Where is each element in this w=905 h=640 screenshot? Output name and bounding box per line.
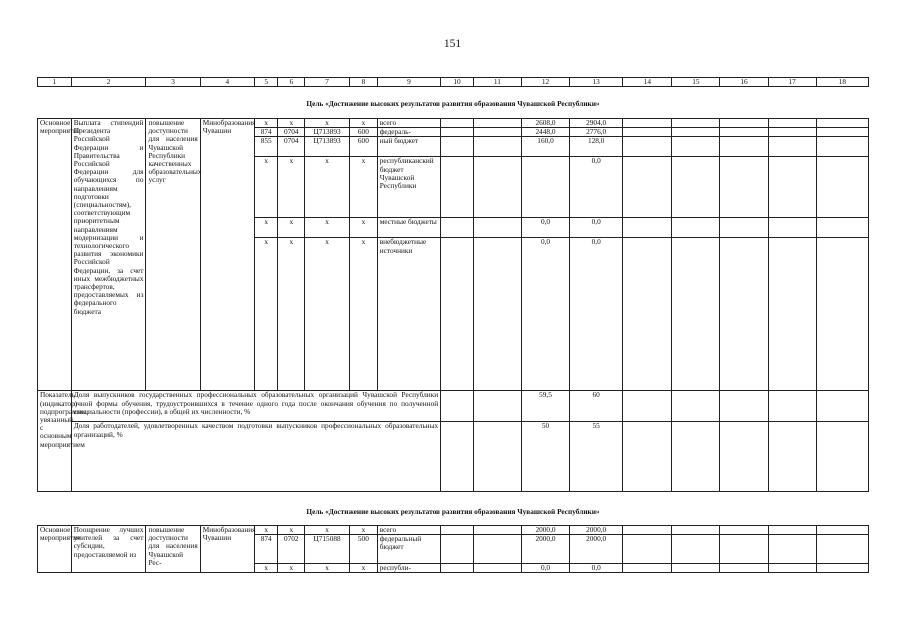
rz-cell: 0702	[278, 535, 305, 564]
grbs-cell: 855	[254, 137, 278, 157]
grbs-cell: x	[254, 218, 278, 238]
vr-cell: 500	[350, 535, 378, 564]
measure-table-1	[37, 118, 869, 492]
column-number-13: 13	[570, 78, 623, 87]
measure-name: Выплата стипендий Президента Российской Федерации и Правительства Российской Федерации для обучающихся по направлениям подготовки (специальностям), соответствующим приоритетным направлениям модернизации и технологического развития экономики Российской Федерации, за счет иных межбюджетных трансфертов, предоставляемых из федерального бюджета	[71, 119, 146, 391]
csr-cell: Ц713893	[305, 128, 350, 137]
rz-cell: 0704	[278, 137, 305, 157]
column-number-15: 15	[672, 78, 720, 87]
grbs-cell: x	[254, 526, 278, 535]
grbs-cell: x	[254, 564, 278, 573]
column-number-11: 11	[473, 78, 521, 87]
csr-cell: x	[305, 157, 350, 218]
column-number-14: 14	[623, 78, 672, 87]
vr-cell: x	[350, 238, 378, 391]
column-number-2: 2	[71, 78, 146, 87]
value-col12: 160,0	[521, 137, 569, 157]
page-number: 151	[443, 38, 462, 50]
csr-cell: x	[305, 526, 350, 535]
value-col13: 2000,0	[570, 535, 623, 564]
value-col12: 0,0	[521, 218, 569, 238]
measure-goal: повышение доступности для населения Чувашской Республики качественных образовательных услуг	[146, 119, 200, 391]
column-number-5: 5	[254, 78, 278, 87]
measure-name: Поощрение лучших учителей за счет субсидии, предоставляемой из	[71, 526, 146, 573]
column-number-18: 18	[816, 78, 868, 87]
vr-cell: 600	[350, 128, 378, 137]
grbs-cell: x	[254, 157, 278, 218]
value-col13: 2000,0	[570, 526, 623, 535]
indicator-text: Доля выпускников государственных профессиональных образовательных организаций Чувашской Республики очной формы обучения, трудоустроившихся в течение одного года после окончания обучения по полученной специальности (профессии), в общей их численности, %	[71, 391, 440, 422]
grbs-cell: x	[254, 238, 278, 391]
goal-heading-2: Цель «Достижение высоких результатов развития образования Чувашской Республики»	[306, 507, 600, 516]
measure-executor: Минобразования Чувашии	[200, 526, 254, 573]
rz-cell: x	[278, 157, 305, 218]
measure-table-2	[37, 525, 869, 573]
indicator-value-col12: 50	[521, 422, 569, 492]
indicator-label: Показатель (индикатор) подпрограммы, увязанный с основным мероприятием	[38, 391, 72, 492]
value-col13: 0,0	[570, 238, 623, 391]
source-cell: всего	[377, 526, 440, 535]
rz-cell: x	[278, 526, 305, 535]
source-cell: всего	[377, 119, 440, 128]
vr-cell: x	[350, 157, 378, 218]
column-number-17: 17	[768, 78, 816, 87]
rz-cell: x	[278, 564, 305, 573]
source-cell: республиканский бюджет Чувашской Республики	[377, 157, 440, 218]
grbs-cell: 874	[254, 128, 278, 137]
column-number-3: 3	[146, 78, 200, 87]
rz-cell: x	[278, 238, 305, 391]
column-number-6: 6	[278, 78, 305, 87]
source-cell: местные бюджеты	[377, 218, 440, 238]
value-col12: 0,0	[521, 238, 569, 391]
rz-cell: x	[278, 218, 305, 238]
value-col12: 2608,0	[521, 119, 569, 128]
column-number-8: 8	[350, 78, 378, 87]
measure-executor: Минобразования Чувашии	[200, 119, 254, 391]
source-cell: внебюджетные источники	[377, 238, 440, 391]
vr-cell: x	[350, 526, 378, 535]
column-number-16: 16	[720, 78, 768, 87]
column-number-1: 1	[38, 78, 72, 87]
value-col13: 2904,0	[570, 119, 623, 128]
csr-cell: x	[305, 238, 350, 391]
indicator-value-col13: 60	[570, 391, 623, 422]
indicator-value-col13: 55	[570, 422, 623, 492]
grbs-cell: x	[254, 119, 278, 128]
vr-cell: x	[350, 564, 378, 573]
value-col12: 2448,0	[521, 128, 569, 137]
column-number-7: 7	[305, 78, 350, 87]
indicator-text: Доля работодателей, удовлетворенных качеством подготовки выпускников профессиональных образовательных организаций, %	[71, 422, 440, 492]
value-col13: 0,0	[570, 564, 623, 573]
column-number-header	[37, 77, 869, 87]
value-col13: 2776,0	[570, 128, 623, 137]
source-cell: федераль-	[377, 128, 440, 137]
measure-type: Основное мероприятие	[38, 119, 72, 391]
csr-cell: x	[305, 564, 350, 573]
value-col12: 2000,0	[521, 526, 569, 535]
source-cell: ный бюджет	[377, 137, 440, 157]
rz-cell: x	[278, 119, 305, 128]
csr-cell: x	[305, 218, 350, 238]
csr-cell: x	[305, 119, 350, 128]
column-number-12: 12	[521, 78, 569, 87]
csr-cell: Ц713893	[305, 137, 350, 157]
value-col13: 128,0	[570, 137, 623, 157]
measure-type: Основное мероприятие	[38, 526, 72, 573]
value-col12: 2000,0	[521, 535, 569, 564]
vr-cell: x	[350, 119, 378, 128]
value-col13: 0,0	[570, 157, 623, 218]
csr-cell: Ц715088	[305, 535, 350, 564]
value-col12	[521, 157, 569, 218]
column-number-4: 4	[200, 78, 254, 87]
value-col12: 0,0	[521, 564, 569, 573]
vr-cell: 600	[350, 137, 378, 157]
measure-goal: повышение доступности для населения Чувашской Рес-	[146, 526, 200, 573]
column-number-9: 9	[377, 78, 440, 87]
goal-heading-1: Цель «Достижение высоких результатов развития образования Чувашской Республики»	[306, 99, 600, 108]
indicator-value-col12: 59,5	[521, 391, 569, 422]
vr-cell: x	[350, 218, 378, 238]
source-cell: федеральный бюджет	[377, 535, 440, 564]
rz-cell: 0704	[278, 128, 305, 137]
value-col13: 0,0	[570, 218, 623, 238]
grbs-cell: 874	[254, 535, 278, 564]
column-number-10: 10	[441, 78, 474, 87]
source-cell: республи-	[377, 564, 440, 573]
